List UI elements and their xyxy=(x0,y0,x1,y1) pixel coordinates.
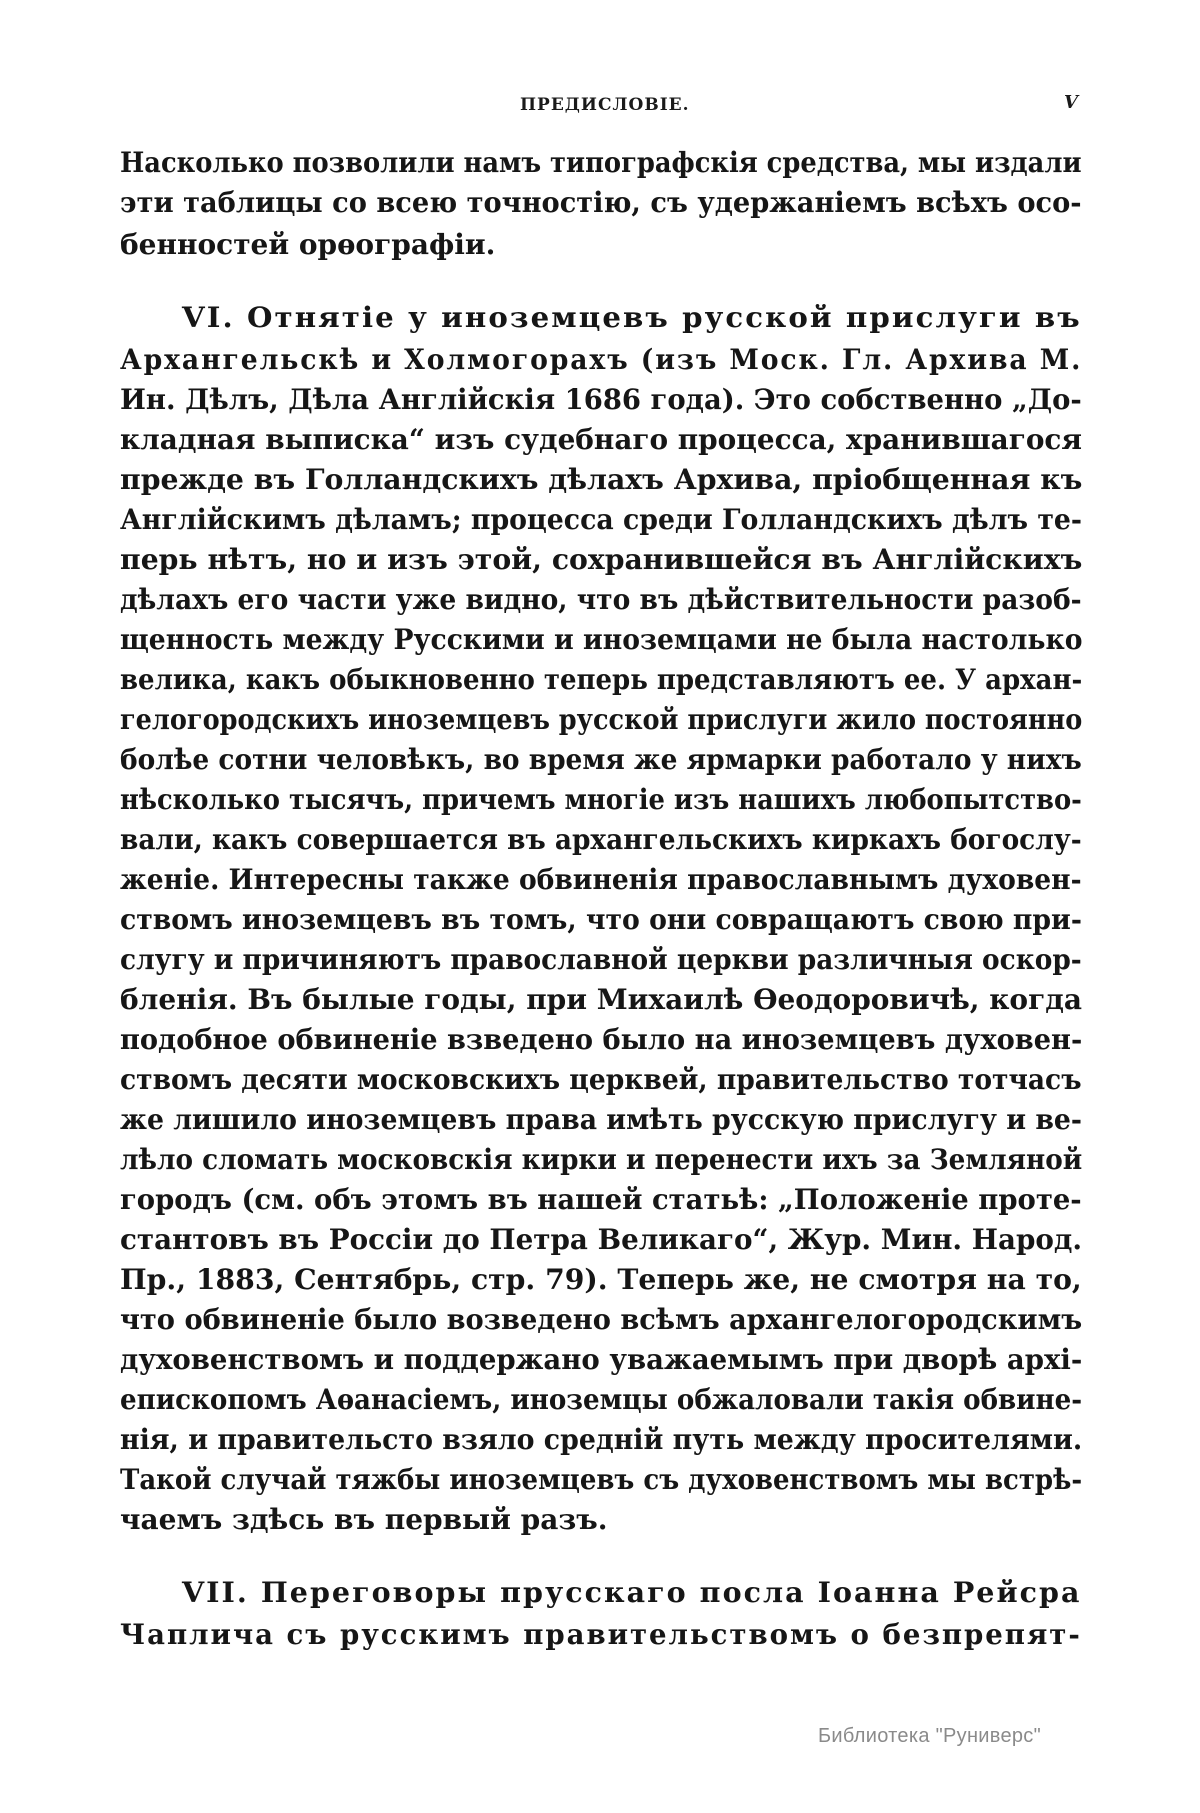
section-heading-line: Архангельскѣ и Холмогорахъ (изъ Моск. Гл. Архива М. xyxy=(120,343,1083,376)
text-line: бленія. Въ былые годы, при Михаилѣ Ѳеодоровичѣ, когда xyxy=(120,983,1082,1016)
text-line: велика, какъ обыкновенно теперь представляютъ ее. У архан- xyxy=(120,663,1083,696)
text-line: Англійскимъ дѣламъ; процесса среди Голландскихъ дѣлъ те- xyxy=(120,503,1083,536)
text-line: Ин. Дѣлъ, Дѣла Англійскія 1686 года). Это собственно „До- xyxy=(120,383,1082,416)
section-heading-line: VII. Переговоры прусскаго посла Іоанна Рейсра xyxy=(182,1576,1082,1609)
text-line: бенностей орѳографіи. xyxy=(120,228,496,261)
text-line: ствомъ десяти московскихъ церквей, правительство тотчасъ xyxy=(120,1063,1082,1096)
text-line: Насколько позволили намъ типографскія средства, мы издали xyxy=(120,146,1082,179)
text-line: женіе. Интересны также обвиненія православнымъ духовен- xyxy=(120,863,1082,896)
text-line: Такой случай тяжбы иноземцевъ съ духовенствомъ мы встрѣ- xyxy=(120,1463,1083,1496)
text-line: епископомъ Аѳанасіемъ, иноземцы обжаловали такія обвине- xyxy=(120,1383,1083,1416)
text-line: подобное обвиненіе взведено было на иноземцевъ духовен- xyxy=(120,1023,1083,1056)
text-line: болѣе сотни человѣкъ, во время же ярмарки работало у нихъ xyxy=(120,743,1082,776)
text-line: что обвиненіе было возведено всѣмъ архангелогородскимъ xyxy=(120,1303,1083,1336)
text-line: перь нѣтъ, но и изъ этой, сохранившейся въ Англійскихъ xyxy=(120,543,1083,576)
section-heading-line: VI. Отнятіе у иноземцевъ русской прислуги въ xyxy=(182,301,1082,334)
text-line: чаемъ здѣсь въ первый разъ. xyxy=(120,1503,608,1536)
text-line: дѣлахъ его части уже видно, что въ дѣйствительности разоб- xyxy=(120,583,1082,616)
text-line: нѣсколько тысячъ, причемъ многіе изъ нашихъ любопытство- xyxy=(120,783,1082,816)
text-line: нія, и правительсто взяло средній путь между просителями. xyxy=(120,1423,1083,1456)
text-line: прежде въ Голландскихъ дѣлахъ Архива, пріобщенная къ xyxy=(120,463,1083,496)
text-line: слугу и причиняютъ православной церкви различныя оскор- xyxy=(120,943,1082,976)
text-line: ствомъ иноземцевъ въ томъ, что они совращаютъ свою при- xyxy=(120,903,1082,936)
text-line: щенность между Русскими и иноземцами не была настолько xyxy=(120,623,1083,656)
library-watermark: Библиотека "Руниверс" xyxy=(818,1725,1042,1747)
section-heading-line: Чаплича съ русскимъ правительствомъ о безпрепят- xyxy=(120,1618,1082,1651)
text-line: стантовъ въ Россіи до Петра Великаго“, Жур. Мин. Народ. xyxy=(120,1223,1083,1256)
text-line: же лишило иноземцевъ права имѣть русскую прислугу и ве- xyxy=(120,1103,1082,1136)
text-line: вали, какъ совершается въ архангельскихъ киркахъ богослу- xyxy=(120,823,1082,856)
text-line: городъ (см. объ этомъ въ нашей статьѣ: „Положеніе проте- xyxy=(120,1183,1082,1216)
running-head: ПРЕДИСЛОВІЕ. xyxy=(520,95,690,115)
text-line: лѣло сломать московскія кирки и перенести ихъ за Земляной xyxy=(120,1143,1083,1176)
text-line: Пр., 1883, Сентябрь, стр. 79). Теперь же, не смотря на то, xyxy=(120,1263,1082,1296)
page-number: V xyxy=(1064,92,1078,113)
text-line: кладная выписка“ изъ судебнаго процесса, хранившагося xyxy=(120,423,1083,456)
text-line: гелогородскихъ иноземцевъ русской прислуги жило постоянно xyxy=(120,703,1083,736)
text-line: эти таблицы со всею точностію, съ удержаніемъ всѣхъ осо- xyxy=(120,186,1082,219)
text-line: духовенствомъ и поддержано уважаемымъ при дворѣ архі- xyxy=(120,1343,1083,1376)
